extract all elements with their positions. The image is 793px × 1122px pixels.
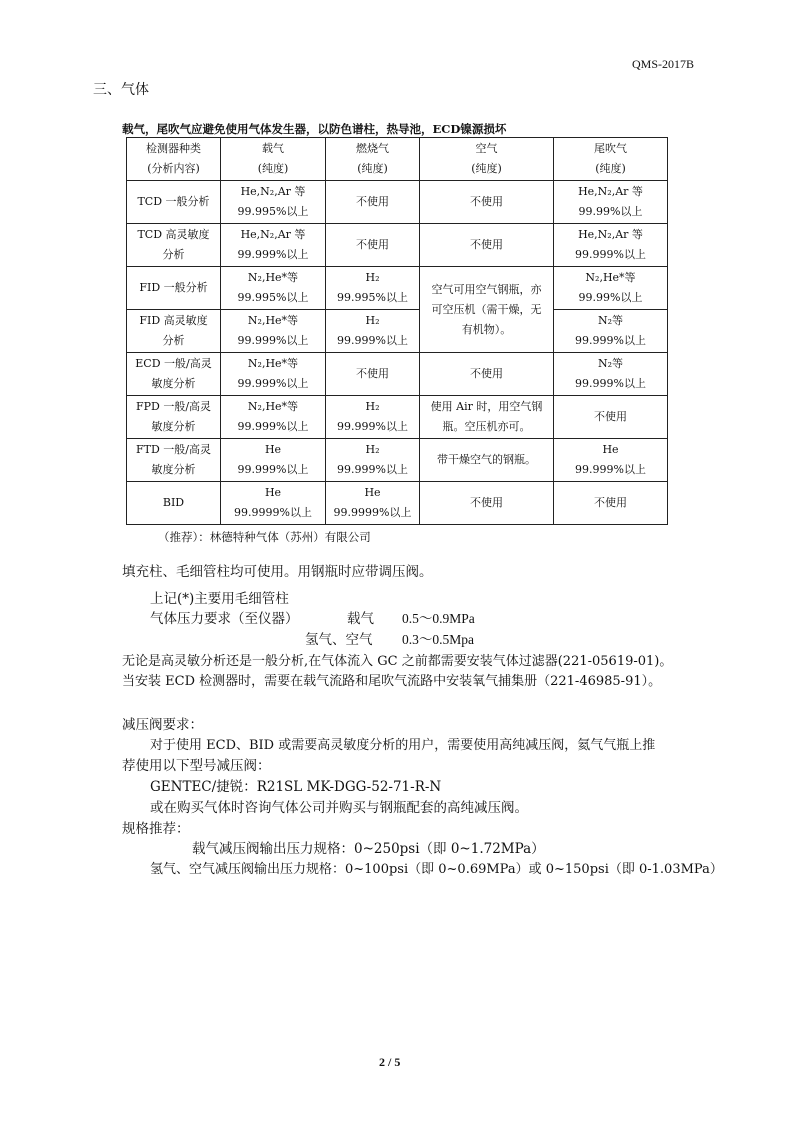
pressure-hydrogen-air-gas: 氢气、空气 — [305, 632, 373, 648]
paragraph-oxygen-trap: 当安装 ECD 检测器时，需要在载气流路和尾吹气流路中安装氧气捕集册（221-46985-91）。 — [122, 674, 662, 689]
carrier-cell: N₂,He*等 99.995%以上 — [221, 267, 326, 310]
section-title: 三、气体 — [93, 82, 149, 98]
tail-cell: He,N₂,Ar 等 99.99%以上 — [554, 181, 668, 224]
pressure-carrier-value: 0.5～0.9MPa — [402, 611, 475, 626]
carrier-cell: N₂,He*等 99.999%以上 — [221, 396, 326, 439]
air-cell: 不使用 — [420, 482, 554, 525]
detector-cell: TCD 一般分析 — [127, 181, 221, 224]
spec-hydrogen-air-regulator: 氢气、空气减压阀输出压力规格：0~100psi（即 0~0.69MPa）或 0~150psi（即 0-1.03MPa） — [150, 862, 723, 877]
air-cell-fid: 空气可用空气钢瓶，亦 可空压机（需干燥，无 有机物）。 — [420, 267, 554, 353]
tail-cell: N₂等 99.999%以上 — [554, 353, 668, 396]
carrier-cell: He,N₂,Ar 等 99.995%以上 — [221, 181, 326, 224]
fuel-cell: 不使用 — [326, 224, 420, 267]
air-cell: 不使用 — [420, 181, 554, 224]
air-cell: 不使用 — [420, 353, 554, 396]
detector-cell: FID 高灵敏度 分析 — [127, 310, 221, 353]
tail-cell: N₂等 99.999%以上 — [554, 310, 668, 353]
paragraph-columns: 填充柱、毛细管柱均可使用。用钢瓶时应带调压阀。 — [122, 564, 433, 580]
carrier-cell: He 99.9999%以上 — [221, 482, 326, 525]
table-row — [127, 439, 668, 482]
page-number: 2 / 5 — [379, 1055, 401, 1069]
regulator-model: GENTEC/捷锐：R21SL MK-DGG-52-71-R-N — [150, 779, 442, 795]
tail-cell: He,N₂,Ar 等 99.999%以上 — [554, 224, 668, 267]
paragraph-capillary-note: 上记(*)主要用毛细管柱 — [150, 591, 289, 607]
detector-cell: FTD 一般/高灵 敏度分析 — [127, 439, 221, 482]
table-row — [127, 181, 668, 224]
fuel-cell: H₂ 99.999%以上 — [326, 396, 420, 439]
document-code: QMS-2017B — [632, 57, 695, 71]
detector-cell: FPD 一般/高灵 敏度分析 — [127, 396, 221, 439]
carrier-cell: N₂,He*等 99.999%以上 — [221, 353, 326, 396]
pressure-label: 气体压力要求（至仪器） — [150, 611, 299, 627]
table-header-row — [127, 138, 668, 181]
table-row — [127, 224, 668, 267]
spec-heading: 规格推荐： — [122, 821, 190, 837]
air-cell: 使用 Air 时，用空气钢 瓶。空压机亦可。 — [420, 396, 554, 439]
tail-cell: 不使用 — [554, 396, 668, 439]
table-row — [127, 396, 668, 439]
tail-cell: 不使用 — [554, 482, 668, 525]
pressure-hydrogen-air-value: 0.3～0.5Mpa — [402, 632, 474, 647]
table-row — [127, 267, 668, 310]
carrier-cell: He,N₂,Ar 等 99.999%以上 — [221, 224, 326, 267]
fuel-cell: He 99.9999%以上 — [326, 482, 420, 525]
tail-cell: N₂,He*等 99.99%以上 — [554, 267, 668, 310]
air-cell: 不使用 — [420, 224, 554, 267]
detector-cell: TCD 高灵敏度 分析 — [127, 224, 221, 267]
carrier-cell: N₂,He*等 99.999%以上 — [221, 310, 326, 353]
pressure-carrier-gas: 载气 — [347, 611, 374, 627]
detector-cell: ECD 一般/高灵 敏度分析 — [127, 353, 221, 396]
header-air: 空气 (纯度) — [420, 138, 554, 181]
spec-carrier-regulator: 载气减压阀输出压力规格：0~250psi（即 0~1.72MPa） — [192, 841, 545, 857]
fuel-cell: H₂ 99.999%以上 — [326, 439, 420, 482]
table-row — [127, 310, 668, 353]
table-row — [127, 482, 668, 525]
tail-cell: He 99.999%以上 — [554, 439, 668, 482]
warning-notice: 载气，尾吹气应避免使用气体发生器，以防色谱柱，热导池，ECD镍源损坏 — [122, 122, 507, 136]
header-tail: 尾吹气 (纯度) — [554, 138, 668, 181]
gas-requirements-table — [126, 137, 668, 525]
supplier-recommendation: （推荐）：林德特种气体（苏州）有限公司 — [158, 530, 371, 544]
detector-cell: FID 一般分析 — [127, 267, 221, 310]
regulator-paragraph-line2: 荐使用以下型号减压阀： — [122, 758, 271, 774]
header-fuel: 燃烧气 (纯度) — [326, 138, 420, 181]
regulator-paragraph-line1: 对于使用 ECD、BID 或需要高灵敏度分析的用户，需要使用高纯减压阀，氦气气瓶上推 — [150, 738, 656, 753]
air-cell: 带干燥空气的钢瓶。 — [420, 439, 554, 482]
paragraph-gas-filter: 无论是高灵敏分析还是一般分析,在气体流入 GC 之前都需要安装气体过滤器(221-05619-01)。 — [122, 654, 673, 669]
detector-cell: BID — [127, 482, 221, 525]
fuel-cell: 不使用 — [326, 353, 420, 396]
fuel-cell: H₂ 99.999%以上 — [326, 310, 420, 353]
table-row — [127, 353, 668, 396]
carrier-cell: He 99.999%以上 — [221, 439, 326, 482]
header-carrier: 载气 (纯度) — [221, 138, 326, 181]
header-detector: 检测器种类 (分析内容) — [127, 138, 221, 181]
regulator-heading: 减压阀要求： — [122, 717, 203, 733]
fuel-cell: H₂ 99.995%以上 — [326, 267, 420, 310]
regulator-purchase-note: 或在购买气体时咨询气体公司并购买与钢瓶配套的高纯减压阀。 — [150, 800, 528, 816]
fuel-cell: 不使用 — [326, 181, 420, 224]
